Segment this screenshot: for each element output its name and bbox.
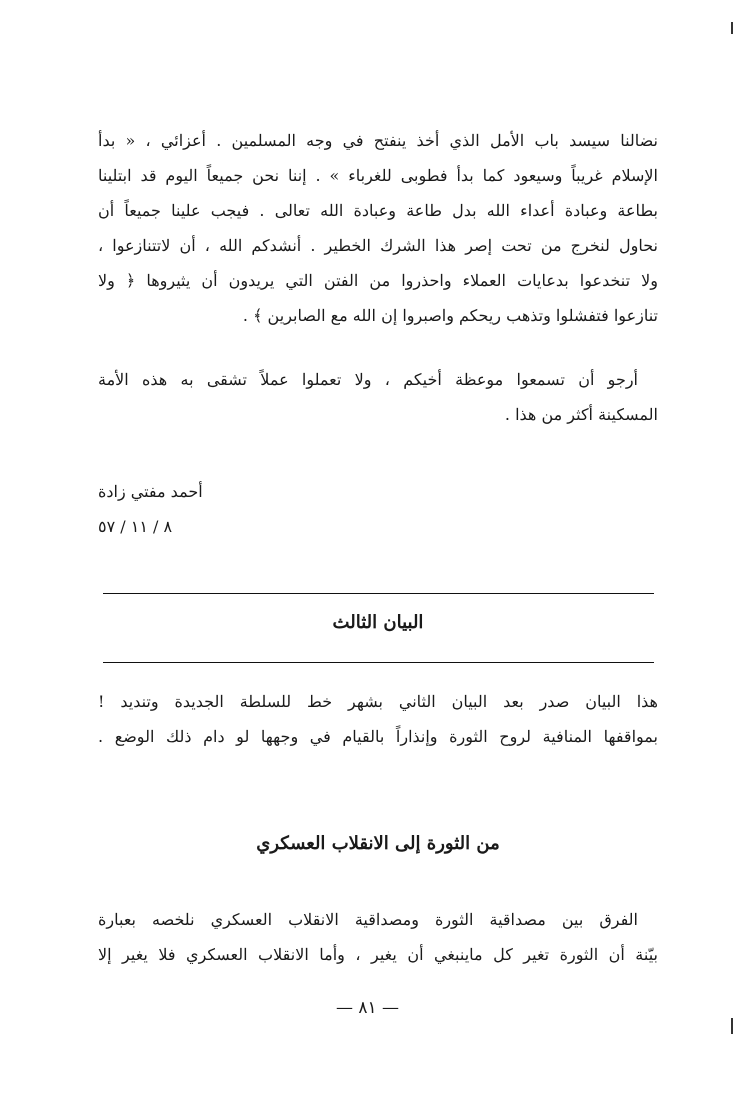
text-line: الفرق بين مصداقية الثورة ومصداقية الانقلاب العسكري نلخصه بعبارة [98,910,638,929]
text-line: نضالنا سيسد باب الأمل الذي أخذ ينفتح في وجه المسلمين . أعزائي ، « بدأ [98,131,658,150]
text-line: نحاول لنخرج من تحت إصر هذا الشرك الخطير . أنشدكم الله ، أن لاتتنازعوا ، [98,236,658,255]
text-line: بيّنة أن الثورة تغير كل ماينبغي أن يغير ، وأما الانقلاب العسكري فلا يغير إلا [98,945,658,964]
scan-mark [731,1018,733,1034]
text-line: بطاعة وعبادة أعداء الله بدل طاعة وعبادة الله تعالى . فيجب علينا جميعاً أن [98,201,658,220]
scan-mark [731,22,733,34]
page-number: — ٨١ — [335,998,400,1018]
section-intro [98,684,658,754]
divider-bottom [103,662,654,663]
text-line: بمواقفها المنافية لروح الثورة وإنذاراً بالقيام في وجهها لو دام ذلك الوضع . [98,727,658,746]
text-line: أرجو أن تسمعوا موعظة أخيكم ، ولا تعملوا عملاً تشقى به هذه الأمة [98,370,638,389]
chapter-title: من الثورة إلى الانقلاب العسكري [256,833,500,854]
signature-block [98,474,223,544]
signature-name: أحمد مفتي زادة [98,482,203,501]
paragraph-bottom [98,902,658,972]
divider-top [103,593,654,594]
paragraph-top [98,123,658,333]
text-line: تنازعوا فتفشلوا وتذهب ريحكم واصبروا إن الله مع الصابرين ﴾ . [242,306,658,325]
signature-date: ٨ / ١١ / ٥٧ [98,517,173,536]
text-line: الإسلام غريباً وسيعود كما بدأ فطوبى للغرباء » . إننا نحن جميعاً اليوم قد ابتلينا [98,166,658,185]
text-line: ولا تنخدعوا بدعايات العملاء واحذروا من الفتن التي يريدون أن يثيروها ﴿ ولا [98,271,658,290]
text-line: هذا البيان صدر بعد البيان الثاني بشهر خط للسلطة الجديدة وتنديد ! [98,692,658,711]
text-line: المسكينة أكثر من هذا . [504,405,658,424]
section-title: البيان الثالث [332,612,424,633]
paragraph-plea [98,362,658,432]
